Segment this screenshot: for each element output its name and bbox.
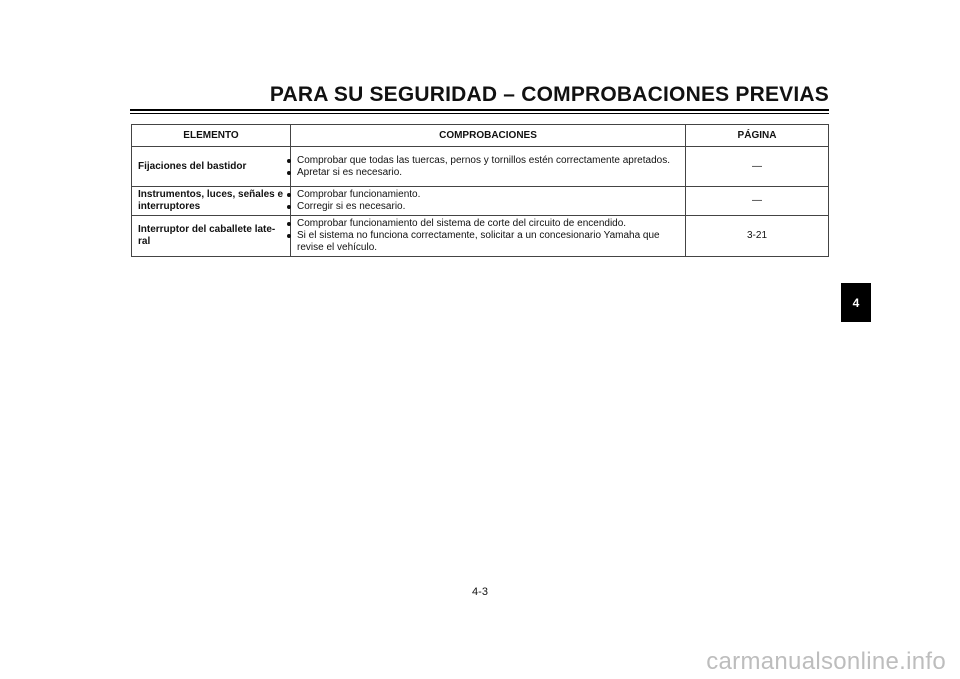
checks-table bbox=[131, 124, 829, 257]
row-element: Interruptor del caballete late-ral bbox=[132, 216, 291, 257]
list-item bbox=[297, 155, 679, 167]
list-item bbox=[297, 189, 679, 201]
header-page: PÁGINA bbox=[686, 125, 829, 147]
bullet-icon bbox=[287, 222, 291, 226]
check-list bbox=[297, 218, 679, 254]
header-element: ELEMENTO bbox=[132, 125, 291, 147]
page-title: PARA SU SEGURIDAD – COMPROBACIONES PREVIAS bbox=[269, 83, 829, 106]
row-element: Fijaciones del bastidor bbox=[132, 147, 291, 187]
bullet-icon bbox=[287, 205, 291, 209]
check-text: Comprobar funcionamiento del sistema de corte del circuito de encendido. bbox=[297, 218, 627, 229]
row-page: 3-21 bbox=[686, 216, 829, 257]
list-item bbox=[297, 230, 679, 254]
check-text: Comprobar que todas las tuercas, pernos y tornillos estén correctamente apretados. bbox=[297, 154, 670, 166]
check-text: Apretar si es necesario. bbox=[297, 166, 403, 178]
check-text: Corregir si es necesario. bbox=[297, 201, 406, 212]
chapter-tab: 4 bbox=[841, 283, 871, 322]
check-list bbox=[297, 155, 679, 179]
table-header-row bbox=[132, 125, 829, 147]
check-text: Comprobar funcionamiento. bbox=[297, 189, 421, 200]
table-row bbox=[132, 216, 829, 257]
list-item bbox=[297, 201, 679, 213]
bullet-icon bbox=[287, 171, 291, 175]
page-number: 4-3 bbox=[472, 586, 488, 598]
table-row bbox=[132, 187, 829, 216]
table-row bbox=[132, 147, 829, 187]
check-list bbox=[297, 189, 679, 213]
row-page: — bbox=[686, 147, 829, 187]
title-rule bbox=[130, 109, 829, 114]
row-element: Instrumentos, luces, señales e interruptores bbox=[132, 187, 291, 216]
row-checks bbox=[291, 216, 686, 257]
watermark: carmanualsonline.info bbox=[706, 648, 946, 675]
bullet-icon bbox=[287, 159, 291, 163]
row-checks bbox=[291, 187, 686, 216]
row-page: — bbox=[686, 187, 829, 216]
list-item bbox=[297, 218, 679, 230]
header-checks: COMPROBACIONES bbox=[291, 125, 686, 147]
bullet-icon bbox=[287, 193, 291, 197]
bullet-icon bbox=[287, 234, 291, 238]
check-text: Si el sistema no funciona correctamente, solicitar a un concesionario Yamaha que revise el vehículo. bbox=[297, 230, 660, 253]
row-checks bbox=[291, 147, 686, 187]
list-item bbox=[297, 167, 679, 179]
